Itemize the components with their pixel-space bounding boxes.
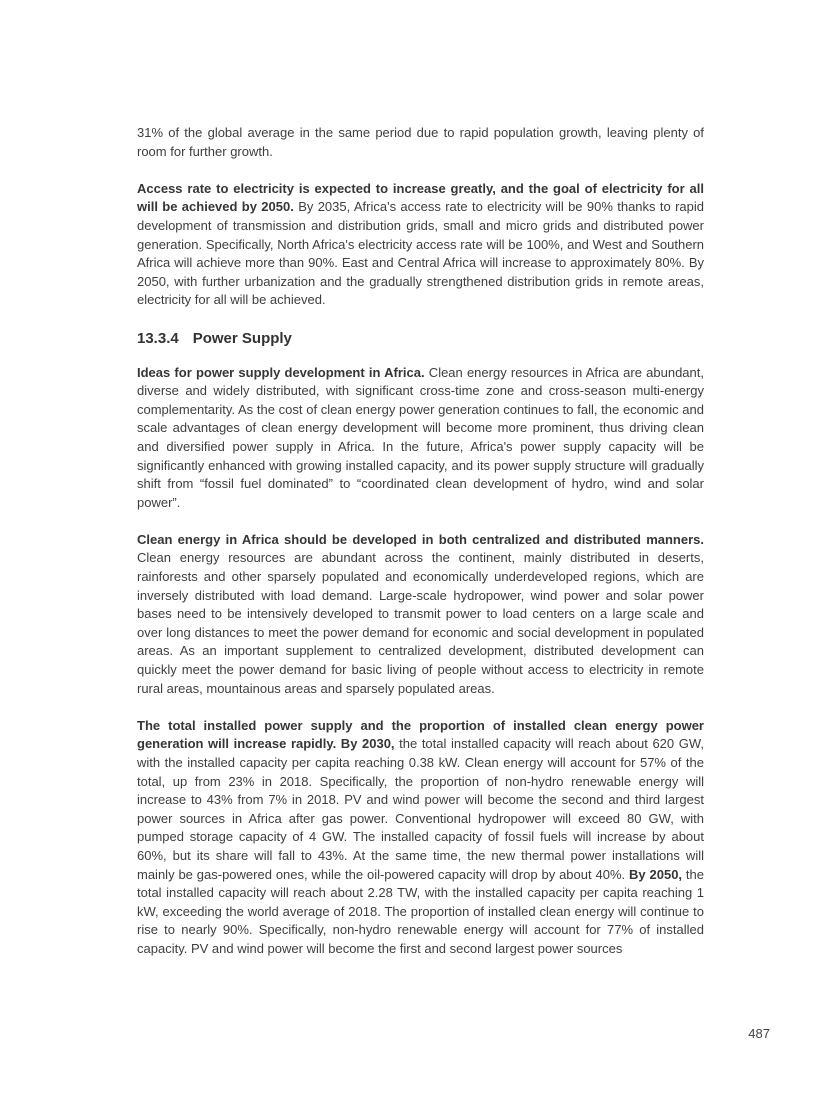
section-title: Power Supply — [192, 329, 292, 347]
paragraph-installed-capacity — [137, 717, 704, 959]
paragraph-text: By 2035, Africa's access rate to electricity will be 90% thanks to rapid development of transmission and distribution grids, small and micro grids and distributed power generation. Specifically, North Africa's electricity access rate will be 100%, and West and Southern Africa will achieve more than 90%. East and Central Africa will increase to approximately 80%. By 2050, with further urbanization and the gradually strengthened distribution grids in remote areas, electricity for all will be achieved. — [137, 199, 704, 308]
paragraph-ideas — [137, 364, 704, 513]
paragraph-lead-bold: Ideas for power supply development in Africa. — [137, 364, 425, 380]
paragraph-continuation — [137, 124, 704, 161]
paragraph-lead-bold: Access rate to electricity is expected to increase greatly, and the goal of electricity for all will be achieved by 2050. — [137, 180, 704, 215]
paragraph-text: Clean energy resources are abundant across the continent, mainly distributed in deserts, rainforests and other sparsely populated and economically underdeveloped regions, which are inversely distributed with load demand. Large-scale hydropower, wind power and solar power bases need to be intensively developed to transmit power to load centers on a large scale and over long distances to meet the power demand for economic and social development in populated areas. As an important supplement to centralized development, distributed development can quickly meet the power demand for basic living of people without access to electricity in remote rural areas, mountainous areas and sparsely populated areas. — [137, 550, 704, 696]
paragraph-access-rate — [137, 180, 704, 310]
paragraph-lead-bold: The total installed power supply and the proportion of installed clean energy power generation will increase rapidly. By 2030, — [137, 717, 704, 752]
paragraph-text: Clean energy resources in Africa are abundant, diverse and widely distributed, with significant cross-time zone and cross-season multi-energy complementarity. As the cost of clean energy power generation continues to fall, the economic and scale advantages of clean energy development will become more prominent, thus driving clean and diversified power supply in Africa. In the future, Africa's power supply capacity will be significantly enhanced with growing installed capacity, and its power supply structure will gradually shift from “fossil fuel dominated” to “coordinated clean development of hydro, wind and solar power”. — [137, 364, 704, 510]
section-heading — [137, 329, 704, 348]
paragraph-lead-bold: Clean energy in Africa should be developed in both centralized and distributed manners. — [137, 531, 704, 547]
paragraph-text: 31% of the global average in the same period due to rapid population growth, leaving plenty of room for further growth. — [137, 125, 704, 159]
paragraph-text: the total installed capacity will reach about 2.28 TW, with the installed capacity per capita reaching 1 kW, exceeding the world average of 2018. The proportion of installed clean energy will continue to rise to nearly 90%. Specifically, non-hydro renewable energy will account for 77% of installed capacity. PV and wind power will become the first and second largest power sources — [137, 866, 705, 956]
paragraph-text: the total installed capacity will reach about 620 GW, with the installed capacity per capita reaching 0.38 kW. Clean energy will account for 57% of the total, up from 23% in 2018. Specifically, the proportion of non-hydro renewable energy will increase to 43% from 7% in 2018. PV and wind power will become the second and third largest power sources in Africa after gas power. Conventional hydropower will exceed 80 GW, with pumped storage capacity of 4 GW. The installed capacity of fossil fuels will increase by about 60%, but its share will fall to 43%. At the same time, the new thermal power installations will mainly be gas-powered ones, while the oil-powered capacity will drop by about 40%. — [137, 736, 704, 882]
text-column — [137, 124, 704, 977]
paragraph-clean-energy — [137, 531, 704, 698]
section-number: 13.3.4 — [137, 329, 179, 347]
paragraph-inline-bold: By 2050, — [625, 866, 683, 882]
page-number: 487 — [748, 1026, 770, 1041]
